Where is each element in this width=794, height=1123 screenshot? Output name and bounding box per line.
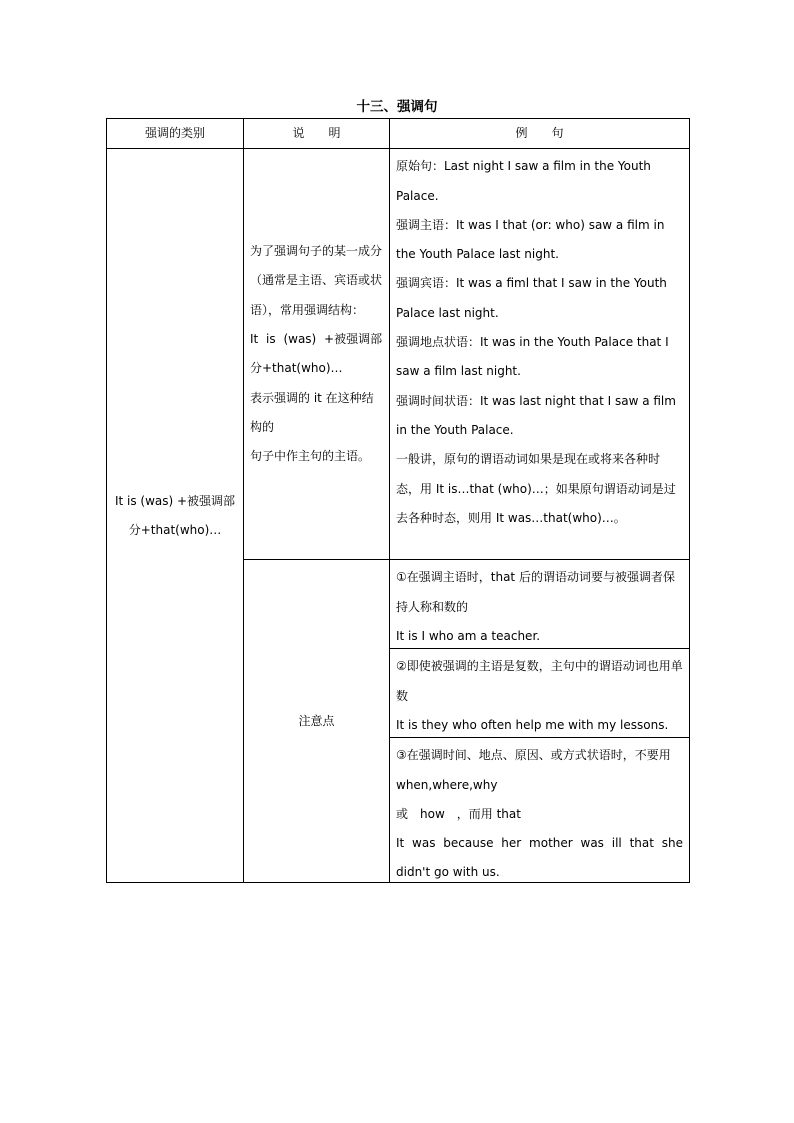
example-line: 强调时间状语：It was last night that I saw a film in the Youth Palace.: [396, 393, 676, 437]
example-line: 强调宾语：It was a fiml that I saw in the Youth Palace last night.: [396, 276, 667, 320]
note-rule: ③在强调时间、地点、原因、或方式状语时，不要用 when,where,why: [396, 748, 671, 792]
explanation-line: 表示强调的 it 在这种结构的: [250, 390, 374, 434]
header-example: 例 句: [390, 119, 690, 149]
note-example: It is they who often help me with my lessons.: [396, 717, 669, 732]
note-cell-1: [390, 560, 690, 649]
explanation-line: 句子中作主句的主语。: [250, 449, 371, 464]
example-line: 一般讲，原句的谓语动词如果是现在或将来各种时态，用 It is…that (who)…；如果原句谓语动词是过去各种时态，则用 It was…that(who)…。: [396, 452, 676, 525]
example-line: 强调地点状语：It was in the Youth Palace that I saw a film last night.: [396, 335, 669, 379]
note-cell-3: [390, 738, 690, 883]
example-line: 原始句：Last night I saw a film in the Youth Palace.: [396, 159, 651, 203]
grammar-table: [106, 118, 690, 883]
note-rule-continued: 或 how ，而用 that: [396, 806, 521, 821]
header-explanation: 说 明: [244, 119, 390, 149]
explanation-cell: [244, 149, 390, 560]
examples-cell: [390, 149, 690, 560]
explanation-line: It is (was) +被强调部分+that(who)…: [250, 332, 383, 376]
category-cell: It is (was) +被强调部分+that(who)…: [107, 149, 244, 883]
note-cell-2: [390, 649, 690, 738]
note-rule: ②即使被强调的主语是复数，主句中的谓语动词也用单数: [396, 659, 683, 703]
note-example: It was because her mother was ill that she didn't go with us.: [396, 836, 683, 880]
note-label-cell: 注意点: [244, 560, 390, 883]
explanation-line: 为了强调句子的某一成分（通常是主语、宾语或状语），常用强调结构：: [250, 244, 383, 317]
header-row: [107, 119, 690, 149]
note-rule: ①在强调主语时，that 后的谓语动词要与被强调者保持人称和数的: [396, 570, 675, 614]
note-example: It is I who am a teacher.: [396, 628, 541, 643]
example-line: 强调主语：It was I that (or: who) saw a film in the Youth Palace last night.: [396, 217, 665, 262]
header-category: 强调的类别: [107, 119, 244, 149]
page-title: 十三、强调句: [356, 99, 438, 115]
main-row: [107, 149, 690, 560]
